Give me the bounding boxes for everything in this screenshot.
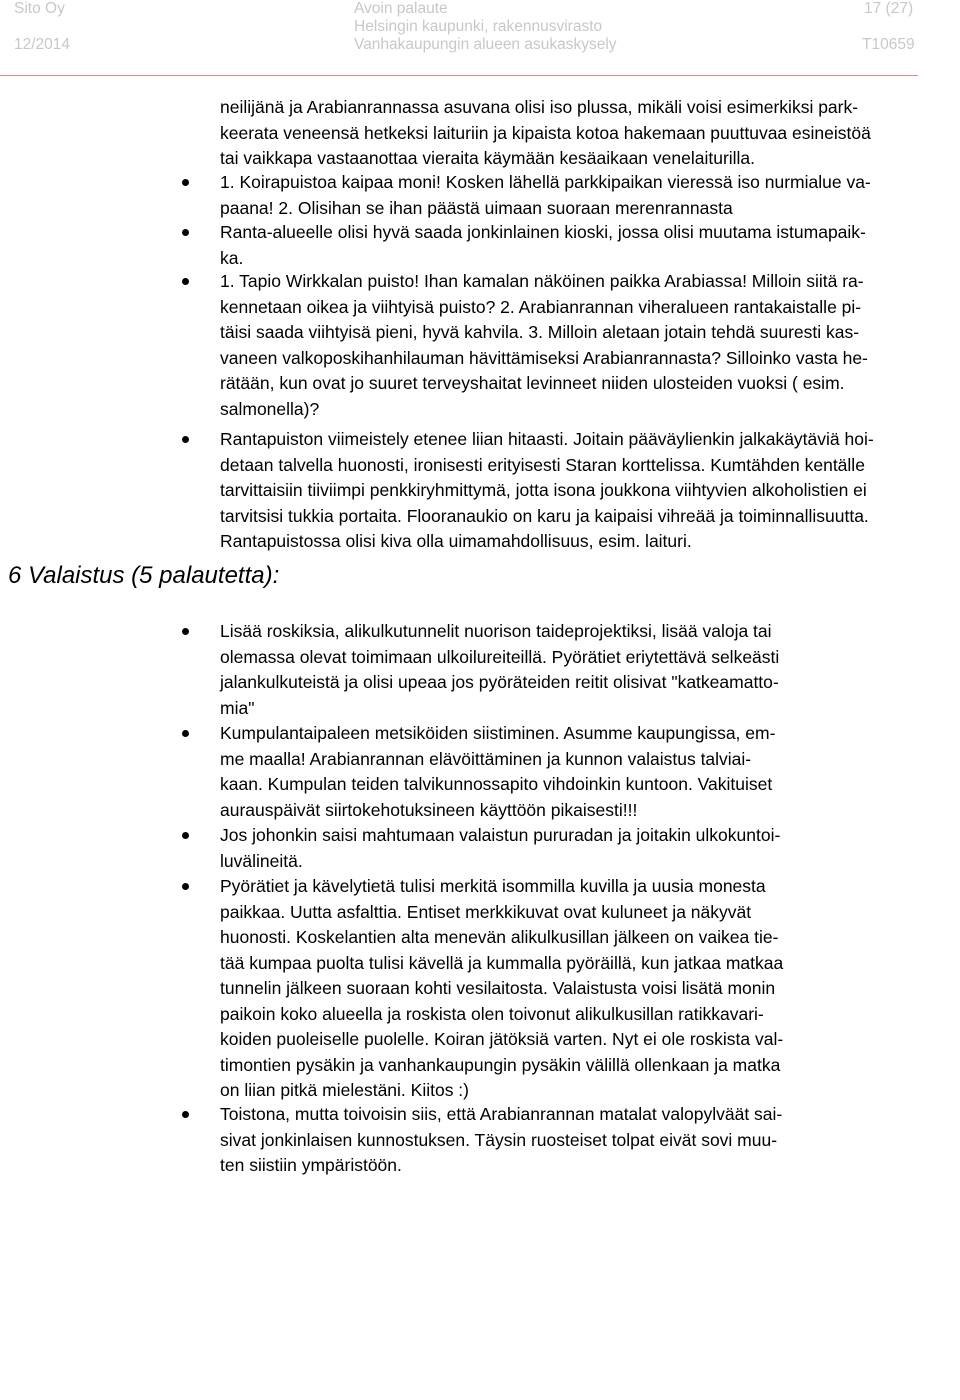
text-line: kaan. Kumpulan teiden talvikunnossapito vihdoinkin kuntoon. Vakituiset <box>220 774 773 794</box>
list-item <box>220 874 932 1104</box>
list-item <box>220 619 932 721</box>
text-line: vaneen valkoposkihanhilauman hävittämiseksi Arabianrannasta? Silloinko vasta he- <box>220 347 868 368</box>
text-line: neilijänä ja Arabianrannassa asuvana olisi iso plussa, mikäli voisi esimerkiksi park- <box>220 97 859 117</box>
text-line: timontien pysäkin ja vanhankaupungin pysäkin välillä ollenkaan ja matka <box>220 1054 781 1075</box>
bullet-marker <box>182 1111 189 1118</box>
header-company: Sito Oy <box>14 0 65 17</box>
continuation-paragraph <box>220 95 932 172</box>
text-line: 1. Koirapuistoa kaipaa moni! Kosken lähellä parkkipaikan vieressä iso nurmialue va- <box>220 172 871 192</box>
header-page-number: 17 (27) <box>864 0 914 17</box>
header-doc-title: Avoin palaute <box>354 0 448 17</box>
text-line: jalankulkuteistä ja olisi upeaa jos pyöräteiden reitit olisivat "katkeamatto- <box>220 672 779 692</box>
header-client: Helsingin kaupunki, rakennusvirasto <box>354 18 603 35</box>
text-line: mia" <box>220 697 255 718</box>
text-line: Rantapuiston viimeistely etenee liian hitaasti. Joitain pääväylienkin jalkakäytäviä hoi- <box>220 429 874 449</box>
bullet-marker <box>182 436 189 443</box>
list-item <box>220 220 932 271</box>
text-line: täisi saada viihtyisä pieni, hyvä kahvila. 3. Milloin aletaan jotain tehdä suuresti kas- <box>220 322 860 342</box>
bullet-marker <box>182 832 189 839</box>
text-line: detaan talvella huonosti, ironisesti erityisesti Staran korttelissa. Kumtähden kentälle <box>220 454 865 475</box>
section-heading: 6 Valaistus (5 palautetta): <box>8 562 280 589</box>
text-line: tunnelin jälkeen suoraan kohti vesilaitosta. Valaistusta voisi lisätä monin <box>220 978 776 998</box>
text-line: sivat jonkinlaisen kunnostuksen. Täysin ruosteiset tolpat eivät sovi muu- <box>220 1129 778 1150</box>
text-line: Toistona, mutta toivoisin siis, että Arabianrannan matalat valopylväät sai- <box>220 1104 783 1124</box>
list-item <box>220 269 932 422</box>
text-line: ten siistiin ympäristöön. <box>220 1155 402 1175</box>
text-line: koiden puoleiselle puolelle. Koiran jätöksiä varten. Nyt ei ole roskista val- <box>220 1029 784 1049</box>
list-item <box>220 427 932 555</box>
text-line: olemassa olevat toimimaan ulkoilureiteillä. Pyörätiet eriytettävä selkeästi <box>220 646 780 667</box>
list-item <box>220 721 932 823</box>
text-line: tai vaikkapa vastaanottaa vieraita käymään kesäaikaan venelaiturilla. <box>220 148 756 168</box>
text-line: paikkaa. Uutta asfalttia. Entiset merkkikuvat ovat kuluneet ja näkyvät <box>220 901 752 922</box>
text-line: salmonella)? <box>220 398 320 419</box>
text-line: kennetaan oikea ja viihtyisä puisto? 2. Arabianrannan viheralueen rantakaistalle pi- <box>220 296 862 317</box>
text-line: Jos johonkin saisi mahtumaan valaistun pururadan ja joitakin ulkokuntoi- <box>220 825 781 845</box>
text-line: ka. <box>220 247 244 268</box>
text-line: on liian pitkä mielestäni. Kiitos :) <box>220 1080 469 1100</box>
text-line: aurauspäivät siirtokehotuksineen käyttöön pikaisesti!!! <box>220 799 638 820</box>
bullet-marker <box>182 229 189 236</box>
header-divider <box>0 75 918 76</box>
bullet-marker <box>182 883 189 890</box>
bullet-marker <box>182 278 189 285</box>
bullet-marker <box>182 628 189 635</box>
header-date: 12/2014 <box>14 36 71 53</box>
text-line: paikoin koko alueella ja roskista olen toivonut alikulkusillan ratikkavari- <box>220 1003 764 1024</box>
bullet-marker <box>182 179 189 186</box>
header-survey: Vanhakaupungin alueen asukaskysely <box>354 36 617 53</box>
text-line: 1. Tapio Wirkkalan puisto! Ihan kamalan näköinen paikka Arabiassa! Milloin siitä ra- <box>220 271 864 291</box>
bullet-marker <box>182 730 189 737</box>
text-line: paana! 2. Olisihan se ihan päästä uimaan suoraan merenrannasta <box>220 197 733 218</box>
text-line: rätään, kun ovat jo suuret terveyshaitat levinneet niiden ulosteiden vuoksi ( esim. <box>220 373 845 393</box>
text-line: Kumpulantaipaleen metsiköiden siistiminen. Asumme kaupungissa, em- <box>220 723 776 743</box>
list-item <box>220 170 932 221</box>
text-line: Ranta-alueelle olisi hyvä saada jonkinlainen kioski, jossa olisi muutama istumapaik- <box>220 222 866 242</box>
text-line: tää kumpaa puolta tulisi kävellä ja kummalla pyöräillä, kun jatkaa matkaa <box>220 952 784 973</box>
text-line: tarvitsisi tukkia portaita. Flooranaukio on karu ja kaipaisi vihreää ja toiminnallisuutta. <box>220 505 869 526</box>
list-item <box>220 1102 932 1179</box>
text-line: me maalla! Arabianrannan elävöittäminen ja kunnon valaistus talviai- <box>220 748 752 769</box>
list-item <box>220 823 932 874</box>
text-line: keerata veneensä hetkeksi laituriin ja kipaista kotoa hakemaan puuttuvaa esineistöä <box>220 122 871 143</box>
text-line: luvälineitä. <box>220 850 303 871</box>
text-line: Rantapuistossa olisi kiva olla uimamahdollisuus, esim. laituri. <box>220 531 692 551</box>
text-line: Lisää roskiksia, alikulkutunnelit nuorison taideprojektiksi, lisää valoja tai <box>220 621 772 641</box>
text-line: huonosti. Koskelantien alta menevän alikulkusillan jälkeen on vaikea tie- <box>220 927 779 947</box>
header-project-code: T10659 <box>862 36 915 53</box>
text-line: Pyörätiet ja kävelytietä tulisi merkitä isommilla kuvilla ja uusia monesta <box>220 876 766 896</box>
text-line: tarvittaisiin tiiviimpi penkkiryhmittymä, jotta isona joukkona viihtyvien alkoholistien ei <box>220 480 867 500</box>
